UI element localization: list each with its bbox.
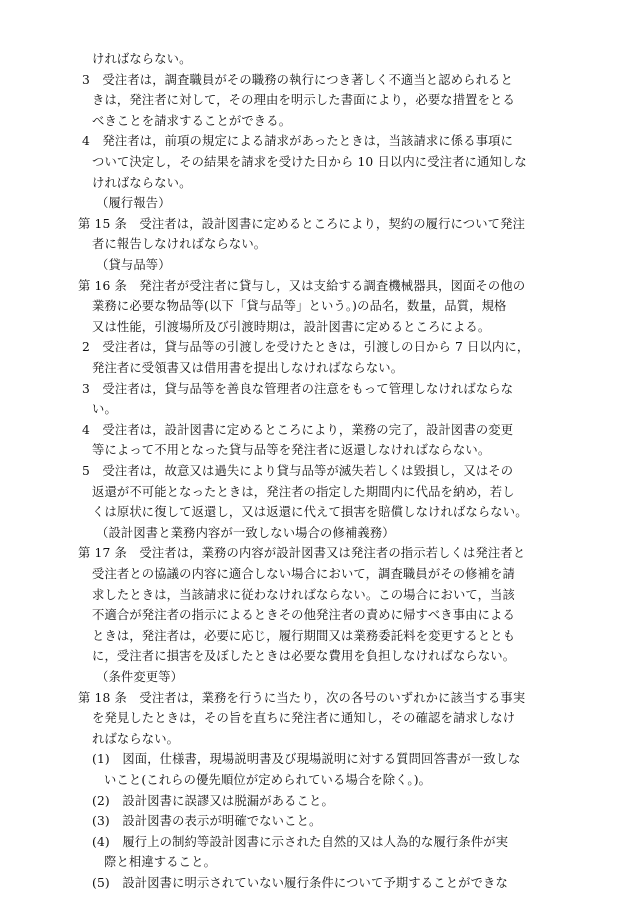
- section-heading: （条件変更等）: [96, 670, 184, 684]
- text-line: くは原状に復して返還し，又は返還に代えて損害を賠償しなければならない。: [92, 505, 528, 520]
- text-line: 4 受注者は，設計図書に定めるところにより，業務の完了，設計図書の変更: [82, 422, 514, 437]
- text-line: 5 受注者は，故意又は過失により貸与品等が滅失若しくは毀損し，又はその: [82, 464, 514, 478]
- article-line: 第 18 条 受注者は，業務を行うに当たり，次の各号のいずれかに該当する事実: [78, 690, 526, 705]
- text-line: ついて決定し，その結果を請求を受けた日から 10 日以内に受注者に通知しな: [92, 155, 527, 169]
- text-line: いこと(これらの優先順位が定められている場合を除く。)。: [104, 773, 432, 787]
- text-line: ればならない。: [92, 731, 180, 746]
- text-line: 等によって不用となった貸与品等を発注者に返還しなければならない。: [92, 443, 491, 458]
- text-line: 又は性能，引渡場所及び引渡時期は，設計図書に定めるところによる。: [92, 319, 491, 334]
- text-line: 受注者との協議の内容に適合しない場合において，調査職員がその修補を請: [92, 567, 515, 581]
- text-line: 返還が不可能となったときは，発注者の指定した期間内に代品を納め，若し: [92, 484, 515, 499]
- section-heading: （履行報告）: [96, 196, 171, 211]
- text-line: に，受注者に損害を及ぼしたときは必要な費用を負担しなければならない。: [92, 649, 516, 664]
- text-line: 3 受注者は，調査職員がその職務の執行につき著しく不適当と認められると: [82, 72, 513, 87]
- section-heading: （貸与品等）: [96, 258, 171, 272]
- list-item: (2) 設計図書に誤謬又は脱漏があること。: [92, 793, 334, 808]
- text-line: 業務に必要な物品等(以下「貸与品等」という。)の品名，数量，品質，規格: [92, 299, 507, 314]
- article-line: 第 17 条 受注者は，業務の内容が設計図書又は発注者の指示若しくは発注者と: [78, 546, 526, 561]
- list-item: (4) 履行上の制約等設計図書に示された自然的又は人為的な履行条件が実: [92, 834, 509, 849]
- article-line: 第 16 条 発注者が受注者に貸与し，又は支給する調査機械器具，図面その他の: [78, 278, 526, 293]
- text-line: 3 受注者は，貸与品等を善良な管理者の注意をもって管理しなければならな: [82, 381, 514, 396]
- text-line: 2 受注者は，貸与品等の引渡しを受けたときは，引渡しの日から 7 日以内に，: [82, 340, 530, 355]
- article-line: 第 15 条 受注者は，設計図書に定めるところにより，契約の履行について発注: [78, 216, 526, 231]
- list-item: (3) 設計図書の表示が明確でないこと。: [92, 814, 322, 829]
- list-item: (5) 設計図書に明示されていない履行条件について予期することができな: [92, 876, 508, 890]
- text-line: を発見したときは，その旨を直ちに発注者に通知し，その確認を請求しなけ: [92, 711, 516, 726]
- text-line: ければならない。: [92, 175, 192, 190]
- section-heading: （設計図書と業務内容が一致しない場合の修補義務）: [96, 525, 395, 540]
- text-line: 者に報告しなければならない。: [92, 237, 267, 252]
- text-line: べきことを請求することができる。: [92, 113, 292, 128]
- text-line: ければならない。: [92, 52, 192, 66]
- text-line: 際と相違すること。: [104, 855, 217, 870]
- text-line: 求したときは，当該請求に従わなければならない。この場合において，当該: [92, 587, 515, 602]
- text-line: ときは，発注者は，必要に応じ，履行期間又は業務委託料を変更するととも: [92, 628, 516, 643]
- text-line: きは，発注者に対して，その理由を明示した書面により，必要な措置をとる: [92, 93, 515, 108]
- text-line: 発注者に受領書又は借用書を提出しなければならない。: [92, 361, 404, 375]
- text-line: 4 発注者は，前項の規定による請求があったときは，当該請求に係る事項に: [82, 134, 514, 149]
- text-line: 不適合が発注者の指示によるときその他発注者の責めに帰すべき事由による: [92, 608, 515, 623]
- text-line: い。: [92, 402, 117, 417]
- list-item: (1) 図面，仕様書，現場説明書及び現場説明に対する質問回答書が一致しな: [92, 752, 521, 767]
